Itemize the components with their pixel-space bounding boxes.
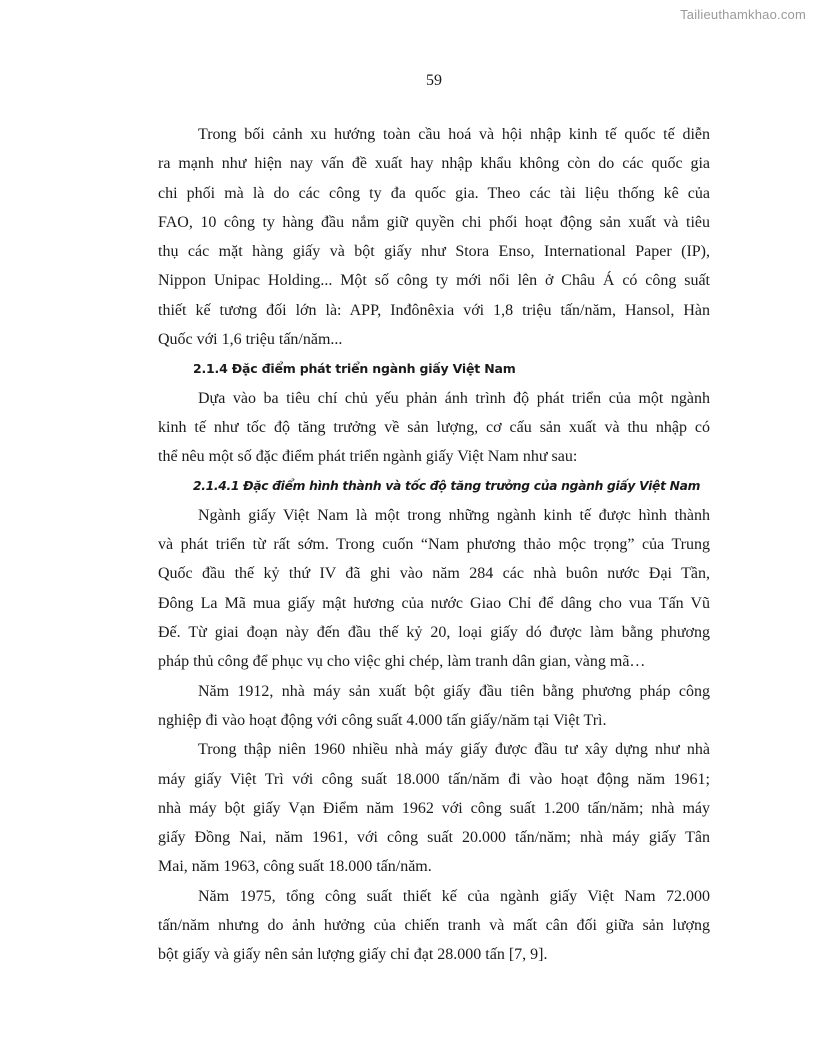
- paragraph-1912: [158, 677, 710, 736]
- text-line: Năm 1975, tổng công suất thiết kế của ngành giấy Việt Nam 72.000: [198, 887, 710, 905]
- text-line: Đế. Từ giai đoạn này đến đầu thế kỷ 20, loại giấy dó được làm bằng phương: [158, 624, 710, 642]
- text-line: Mai, năm 1963, công suất 18.000 tấn/năm.: [158, 858, 432, 876]
- text-line: FAO, 10 công ty hàng đầu nắm giữ quyền chi phối hoạt động sản xuất và tiêu: [158, 213, 710, 231]
- text-line: Trong bối cảnh xu hướng toàn cầu hoá và hội nhập kinh tế quốc tế diễn: [198, 126, 710, 143]
- paragraph-1975: [158, 882, 710, 970]
- page-number: 59: [426, 72, 442, 89]
- text-line: thể nêu một số đặc điểm phát triển ngành giấy Việt Nam như sau:: [158, 448, 578, 466]
- text-line: Dựa vào ba tiêu chí chủ yếu phản ánh trình độ phát triển của một ngành: [198, 389, 710, 407]
- text-line: Ngành giấy Việt Nam là một trong những ngành kinh tế được hình thành: [198, 506, 710, 524]
- text-line: giấy Đồng Nai, năm 1961, với công suất 20.000 tấn/năm; nhà máy giấy Tân: [158, 829, 710, 847]
- text-line: tấn/năm nhưng do ảnh hưởng của chiến tranh và mất cân đối giữa sản lượng: [158, 917, 710, 935]
- text-line: bột giấy và giấy nên sản lượng giấy chỉ đạt 28.000 tấn [7, 9].: [158, 946, 548, 964]
- section-heading-2-1-4: 2.1.4 Đặc điểm phát triển ngành giấy Việt Nam: [193, 361, 516, 377]
- paragraph-globalization: [158, 120, 710, 354]
- text-line: kinh tế như tốc độ tăng trưởng về sản lượng, cơ cấu sản xuất và thu nhập có: [158, 418, 710, 436]
- paragraph-criteria: [158, 384, 710, 472]
- text-line: Quốc đầu thế kỷ thứ IV đã ghi vào năm 284 các nhà buôn nước Đại Tần,: [158, 565, 710, 583]
- text-line: chi phối mà là do các công ty đa quốc gia. Theo các tài liệu thống kê của: [158, 184, 710, 202]
- page-body: [158, 120, 710, 970]
- text-line: ra mạnh như hiện nay vấn đề xuất hay nhập khẩu không còn do các quốc gia: [158, 155, 710, 173]
- text-line: Trong thập niên 1960 nhiều nhà máy giấy được đầu tư xây dựng như nhà: [198, 741, 710, 759]
- section-heading-2-1-4-1: 2.1.4.1 Đặc điểm hình thành và tốc độ tăng trưởng của ngành giấy Việt Nam: [193, 478, 701, 493]
- text-line: Năm 1912, nhà máy sản xuất bột giấy đầu tiên bằng phương pháp công: [198, 682, 710, 700]
- paragraph-1960s: [158, 735, 710, 881]
- text-line: máy giấy Việt Trì với công suất 18.000 tấn/năm đi vào hoạt động năm 1961;: [158, 770, 710, 788]
- paragraph-history: [158, 501, 710, 677]
- text-line: Nippon Unipac Holding... Một số công ty mới nổi lên ở Châu Á có công suất: [158, 272, 710, 290]
- text-line: nhà máy bột giấy Vạn Điểm năm 1962 với công suất 1.200 tấn/năm; nhà máy: [158, 799, 710, 817]
- text-line: Đông La Mã mua giấy mật hương của nước Giao Chỉ để dâng cho vua Tấn Vũ: [158, 594, 710, 612]
- text-line: thiết kế tương đối lớn là: APP, Inđônêxia với 1,8 triệu tấn/năm, Hansol, Hàn: [158, 301, 710, 319]
- text-line: thụ các mặt hàng giấy và bột giấy như Stora Enso, International Paper (IP),: [158, 243, 710, 261]
- text-line: và phát triển từ rất sớm. Trong cuốn “Nam phương thảo mộc trọng” của Trung: [158, 536, 710, 554]
- text-line: Quốc với 1,6 triệu tấn/năm...: [158, 331, 343, 349]
- text-line: pháp thủ công để phục vụ cho việc ghi chép, làm tranh dân gian, vàng mã…: [158, 653, 646, 671]
- text-line: nghiệp đi vào hoạt động với công suất 4.000 tấn giấy/năm tại Việt Trì.: [158, 711, 607, 729]
- watermark: Tailieuthamkhao.com: [680, 7, 806, 22]
